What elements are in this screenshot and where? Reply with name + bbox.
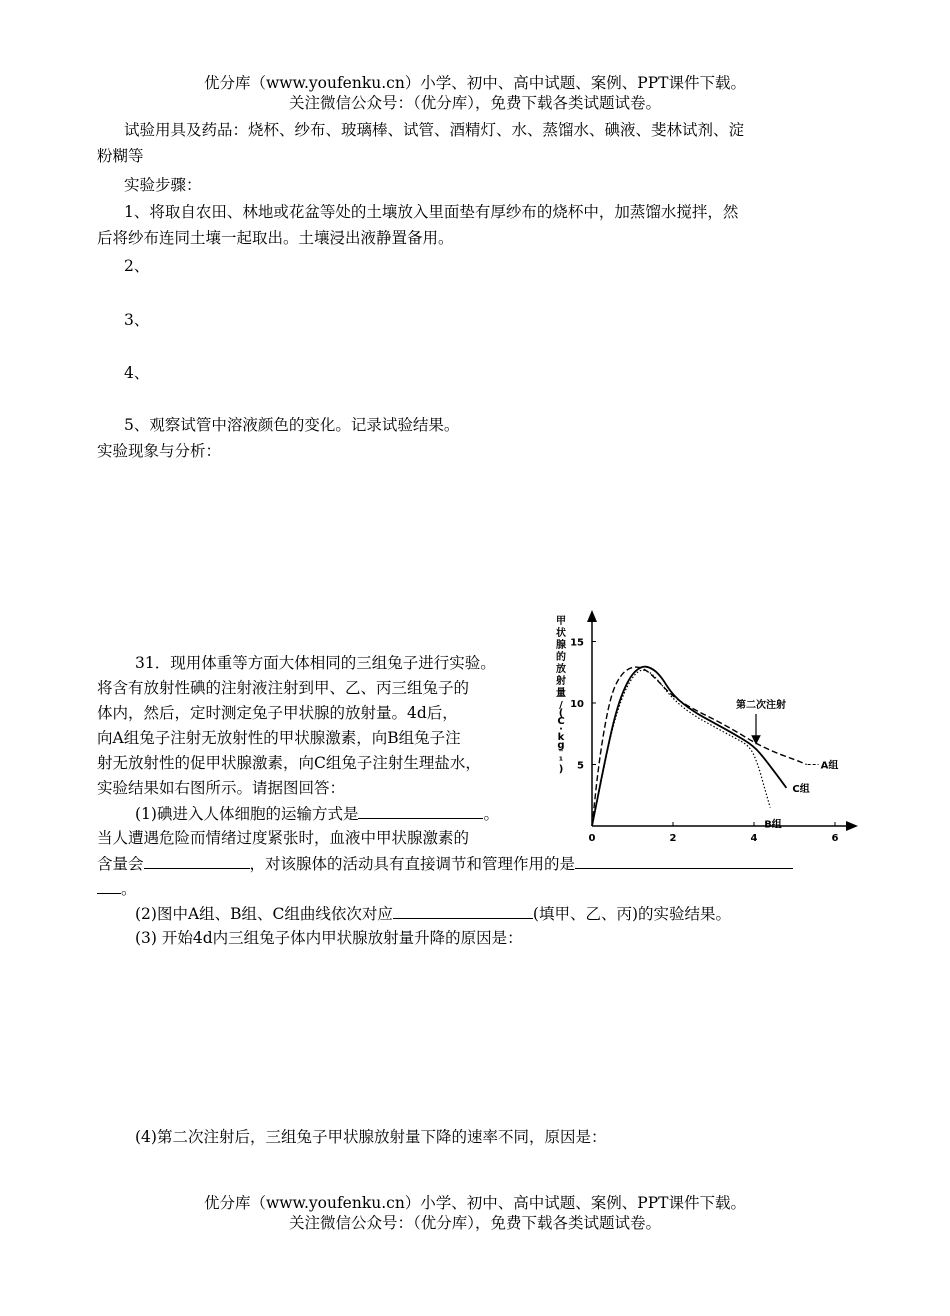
y-axis-label-char: g [557, 740, 565, 751]
blank-transport-method[interactable] [358, 802, 483, 819]
q31-line-4: 向A组兔子注射无放射性的甲状腺激素，向B组兔子注 [97, 729, 461, 747]
step-1-line-2: 后将纱布连同土壤一起取出。土壤浸出液静置备用。 [97, 229, 454, 247]
step-5: 5、观察试管中溶液颜色的变化。记录试验结果。 [124, 416, 460, 434]
sub-1-end-period: 。 [121, 880, 137, 898]
sub-2-prompt: (2)图中A组、B组、C组曲线依次对应 [135, 905, 393, 923]
y-axis-label-char: ⁻ [558, 748, 564, 759]
sub-1-gland-prompt: ，对该腺体的活动具有直接调节和管理作用的是 [249, 855, 576, 873]
y-tick-label: 10 [570, 699, 584, 710]
series-line-C组 [592, 667, 786, 826]
materials-line-2: 粉糊等 [97, 147, 144, 165]
x-tick-label: 2 [669, 833, 677, 844]
analysis-title: 实验现象与分析： [97, 442, 222, 460]
y-axis-label-char: 甲 [556, 616, 566, 627]
x-tick-label: 0 [588, 833, 596, 844]
y-tick-label: 5 [577, 760, 584, 772]
q31-line-2: 将含有放射性碘的注射液注射到甲、乙、丙三组兔子的 [97, 679, 470, 697]
blank-controlling-gland-cont[interactable] [97, 877, 121, 894]
x-tick-label: 6 [831, 833, 839, 844]
y-tick-label: 15 [570, 637, 584, 649]
step-1-line-1: 1、将取自农田、林地或花盆等处的土壤放入里面垫有厚纱布的烧杯中，加蒸馏水搅拌，然 [124, 203, 739, 221]
second-injection-label: 第二次注射 [736, 700, 786, 711]
x-tick-label: 4 [750, 833, 758, 844]
q31-sub-1-line-2: 当人遭遇危险而情绪过度紧张时，血液中甲状腺激素的 [97, 829, 470, 847]
y-axis-label-char: k [557, 732, 565, 743]
y-axis-label-char: 状 [556, 628, 566, 639]
materials-line-1: 试验用具及药品：烧杯、纱布、玻璃棒、试管、酒精灯、水、蒸馏水、碘液、斐林试剂、淀 [124, 121, 745, 139]
q31-sub-1-line-1 [135, 802, 499, 825]
footer-line-1: 优分库（www.youfenku.cn）小学、初中、高中试题、案例、PPT课件下载。 [203, 1194, 747, 1212]
y-axis-label-char: · [559, 724, 563, 735]
q31-sub-3: (3) 开始4d内三组兔子体内甲状腺放射量升降的原因是： [135, 929, 523, 947]
y-axis-label-char: 腺 [556, 640, 566, 651]
blank-hormone-level[interactable] [144, 852, 250, 869]
q31-line-6: 实验结果如右图所示。请据图回答： [97, 779, 346, 797]
blank-controlling-gland[interactable] [575, 852, 793, 869]
series-label-B组: B组 [764, 819, 782, 831]
q31-line-1: 31．现用体重等方面大体相同的三组兔子进行实验。 [135, 654, 496, 672]
q31-line-5: 射无放射性的促甲状腺激素，向C组兔子注射生理盐水， [97, 754, 481, 772]
y-axis-label-char: 量 [556, 688, 566, 699]
sub-2-suffix: (填甲、乙、丙)的实验结果。 [532, 905, 732, 923]
y-axis-label-char: C [557, 716, 565, 727]
series-label-A组: A组 [820, 760, 839, 772]
thyroid-radioactivity-chart [546, 606, 860, 854]
y-axis-label-char: ) [558, 764, 564, 775]
y-axis-label [556, 615, 566, 775]
q31-sub-1-line-4 [97, 877, 137, 900]
q31-sub-2 [135, 902, 731, 925]
y-axis-label-char: 的 [556, 652, 566, 663]
sub-1-prompt: (1)碘进入人体细胞的运输方式是 [135, 805, 359, 823]
blank-group-mapping[interactable] [393, 902, 533, 919]
step-2: 2、 [124, 257, 150, 275]
series-line-B组 [592, 670, 770, 826]
footer-line-2: 关注微信公众号：（优分库），免费下载各类试题试卷。 [288, 1214, 661, 1232]
y-axis-label-char: ¹ [558, 756, 564, 767]
header-line-1: 优分库（www.youfenku.cn）小学、初中、高中试题、案例、PPT课件下载。 [203, 74, 747, 92]
sub-1-content-prompt: 含量会 [97, 855, 144, 873]
q31-line-3: 体内，然后，定时测定兔子甲状腺的放射量。4d后， [97, 704, 458, 722]
step-3: 3、 [124, 311, 150, 329]
series-label-C组: C组 [792, 783, 810, 795]
step-4: 4、 [124, 364, 150, 382]
q31-sub-4: (4)第二次注射后，三组兔子甲状腺放射量下降的速率不同，原因是： [135, 1128, 607, 1146]
header-line-2: 关注微信公众号：（优分库），免费下载各类试题试卷。 [288, 94, 661, 112]
sub-1-period: 。 [483, 805, 499, 823]
steps-title: 实验步骤： [124, 176, 202, 194]
y-axis-arrow [587, 610, 597, 622]
y-axis-label-char: 射 [556, 676, 566, 687]
y-axis-label-char: ( [558, 708, 564, 719]
y-axis-label-char: 放 [556, 664, 566, 675]
x-axis-arrow [846, 821, 858, 831]
q31-sub-1-line-3 [97, 852, 793, 875]
y-axis-label-char: / [559, 700, 563, 711]
